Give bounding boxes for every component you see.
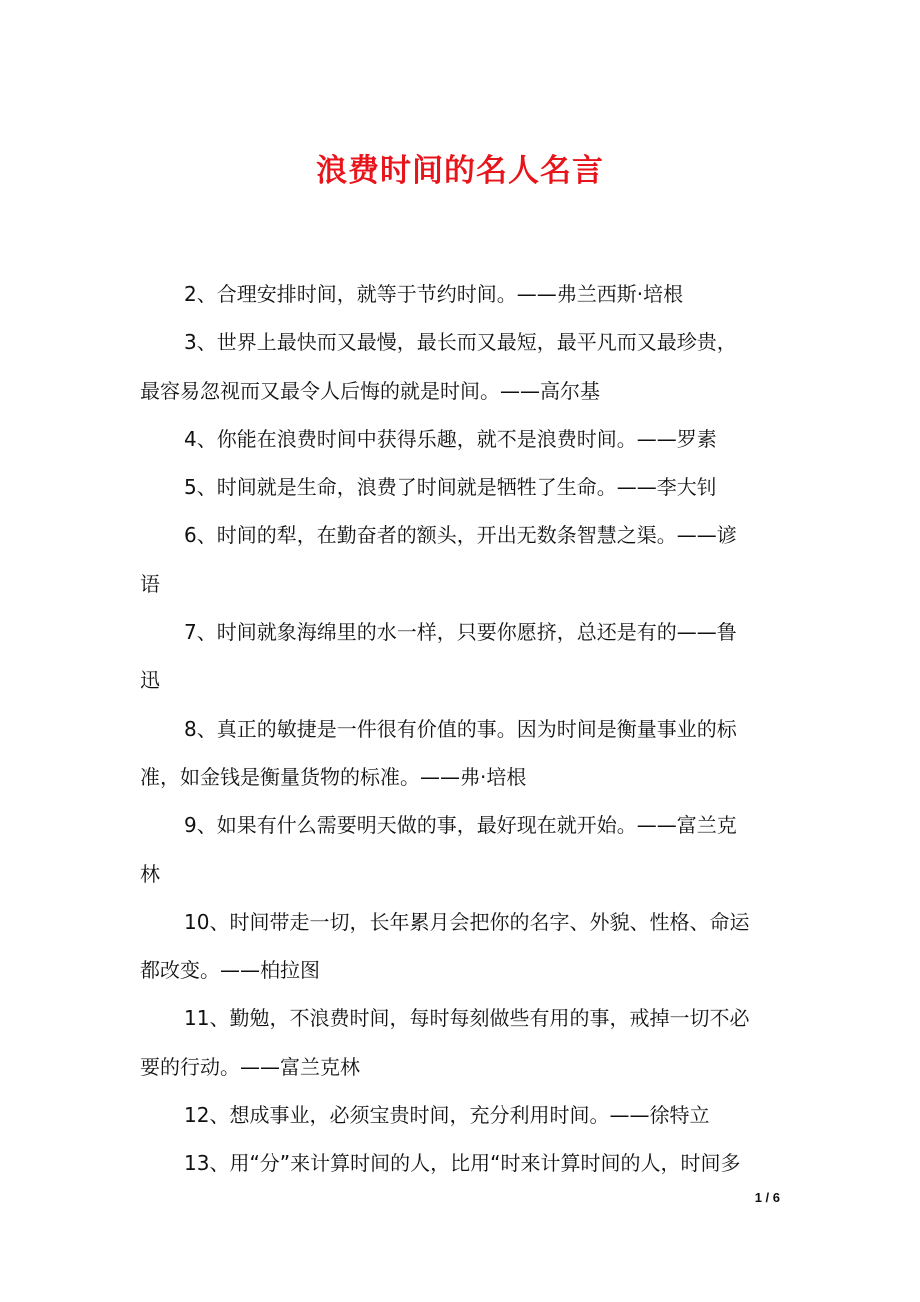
quote-paragraph: [140, 608, 785, 705]
text-line: 语: [140, 571, 160, 596]
text-line: 最容易忽视而又最令人后悔的就是时间。——高尔基: [140, 378, 600, 403]
text-line: 都改变。——柏拉图: [140, 958, 320, 983]
text-line: 5、时间就是生命，浪费了时间就是牺牲了生命。——李大钊: [184, 475, 717, 500]
quote-paragraph: [140, 511, 785, 608]
quote-paragraph: [140, 463, 785, 511]
quote-paragraph: [140, 1139, 785, 1187]
text-line: 8、真正的敏捷是一件很有价值的事。因为时间是衡量事业的标: [184, 716, 737, 741]
text-line: 7、时间就象海绵里的水一样，只要你愿挤，总还是有的——鲁: [184, 620, 737, 645]
quote-paragraph: [140, 898, 785, 995]
text-line: 11、勤勉，不浪费时间，每时每刻做些有用的事，戒掉一切不必: [184, 1006, 750, 1031]
text-line: 迅: [140, 668, 160, 693]
text-line: 准，如金钱是衡量货物的标准。——弗·培根: [140, 764, 527, 789]
quote-paragraph: [140, 415, 785, 463]
quote-paragraph: [140, 1091, 785, 1139]
document-title: 浪费时间的名人名言: [316, 153, 604, 189]
text-line: 10、时间带走一切，长年累月会把你的名字、外貌、性格、命运: [184, 909, 750, 934]
quote-paragraph: [140, 318, 785, 415]
text-line: 12、想成事业，必须宝贵时间，充分利用时间。——徐特立: [184, 1103, 710, 1128]
text-line: 9、如果有什么需要明天做的事，最好现在就开始。——富兰克: [184, 813, 737, 838]
page-number: 1 / 6: [754, 1190, 780, 1205]
quote-paragraph: [140, 270, 785, 318]
text-line: 2、合理安排时间，就等于节约时间。——弗兰西斯·培根: [184, 282, 684, 306]
quote-paragraph: [140, 801, 785, 898]
text-line: 林: [140, 861, 160, 886]
quote-paragraph: [140, 994, 785, 1091]
text-line: 6、时间的犁，在勤奋者的额头，开出无数条智慧之渠。——谚: [184, 523, 737, 548]
text-line: 要的行动。——富兰克林: [140, 1054, 360, 1079]
document-body: [140, 270, 785, 1188]
quote-paragraph: [140, 705, 785, 802]
text-line: 4、你能在浪费时间中获得乐趣，就不是浪费时间。——罗素: [184, 426, 717, 451]
text-line: 3、世界上最快而又最慢，最长而又最短，最平凡而又最珍贵，: [184, 330, 737, 355]
text-line: 13、用“分”来计算时间的人，比用“时来计算时间的人，时间多: [184, 1151, 741, 1176]
